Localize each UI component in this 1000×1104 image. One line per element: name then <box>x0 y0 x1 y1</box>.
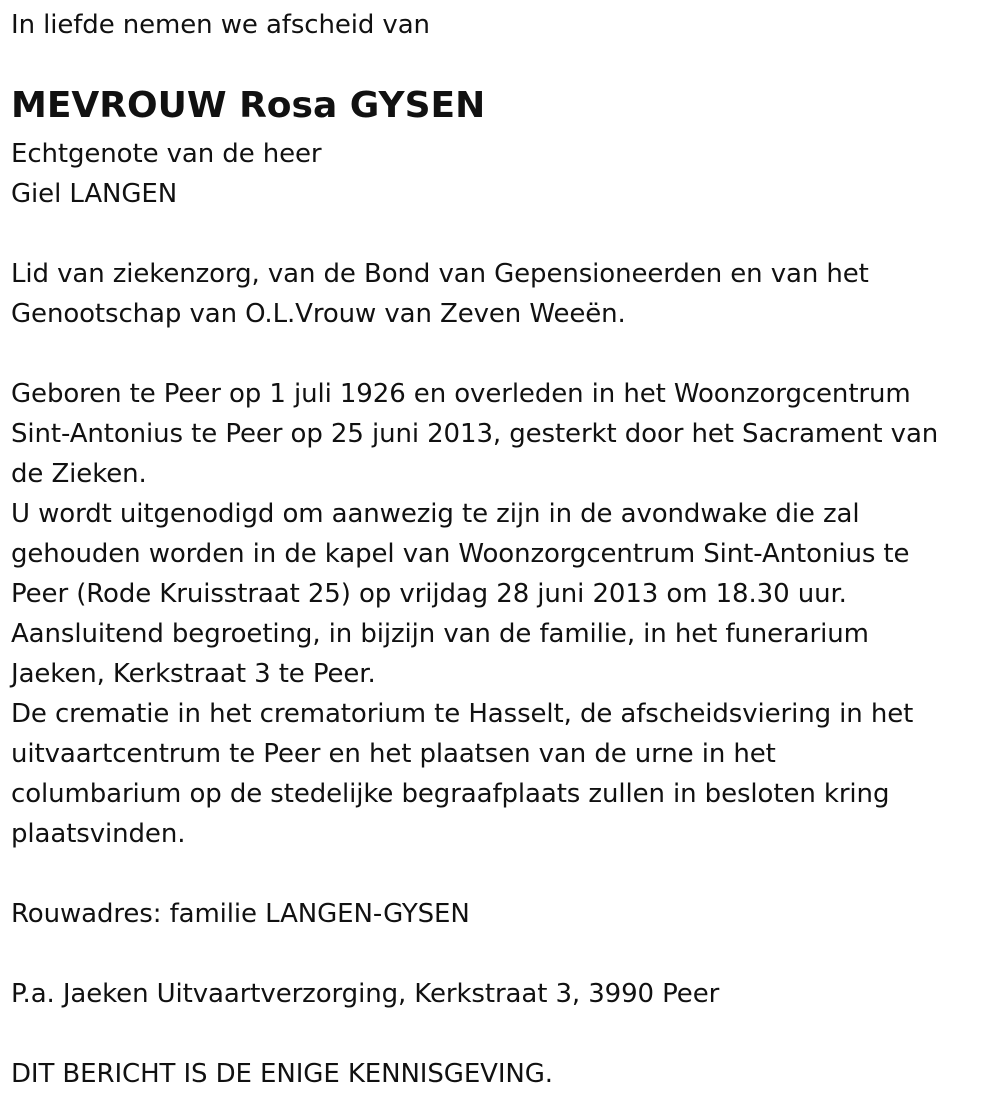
paragraph-line: Jaeken, Kerkstraat 3 te Peer. <box>11 659 376 689</box>
intro-line: In liefde nemen we afscheid van <box>11 10 430 40</box>
paragraph-line: gehouden worden in de kapel van Woonzorgcentrum Sint-Antonius te <box>11 539 910 569</box>
paragraph-line: Peer (Rode Kruisstraat 25) op vrijdag 28 juni 2013 om 18.30 uur. <box>11 579 847 609</box>
final-notice: DIT BERICHT IS DE ENIGE KENNISGEVING. <box>11 1059 553 1089</box>
care-of-block <box>11 974 719 1014</box>
membership-paragraph <box>11 254 869 334</box>
care-of-address: P.a. Jaeken Uitvaartverzorging, Kerkstraat 3, 3990 Peer <box>11 979 720 1009</box>
notice-block <box>11 1054 553 1094</box>
paragraph-line: de Zieken. <box>11 459 147 489</box>
main-paragraph <box>11 374 938 854</box>
membership-line: Lid van ziekenzorg, van de Bond van Gepensioneerden en van het <box>11 259 869 289</box>
mourning-address-block <box>11 894 470 934</box>
paragraph-line: Sint-Antonius te Peer op 25 juni 2013, gesterkt door het Sacrament van <box>11 419 939 449</box>
paragraph-line: uitvaartcentrum te Peer en het plaatsen van de urne in het <box>11 739 776 769</box>
spouse-block <box>11 134 322 214</box>
spouse-line: Echtgenote van de heer <box>11 139 322 169</box>
paragraph-line: De crematie in het crematorium te Hasselt, de afscheidsviering in het <box>11 699 914 729</box>
paragraph-line: U wordt uitgenodigd om aanwezig te zijn in de avondwake die zal <box>11 499 860 529</box>
paragraph-line: columbarium op de stedelijke begraafplaats zullen in besloten kring <box>11 779 890 809</box>
mourning-address: Rouwadres: familie LANGEN-GYSEN <box>11 899 470 929</box>
paragraph-line: plaatsvinden. <box>11 819 186 849</box>
paragraph-line: Geboren te Peer op 1 juli 1926 en overleden in het Woonzorgcentrum <box>11 379 911 409</box>
deceased-name: MEVROUW Rosa GYSEN <box>11 85 486 126</box>
paragraph-line: Aansluitend begroeting, in bijzijn van de familie, in het funerarium <box>11 619 869 649</box>
spouse-name: Giel LANGEN <box>11 179 178 209</box>
membership-line: Genootschap van O.L.Vrouw van Zeven Weeën. <box>11 299 626 329</box>
